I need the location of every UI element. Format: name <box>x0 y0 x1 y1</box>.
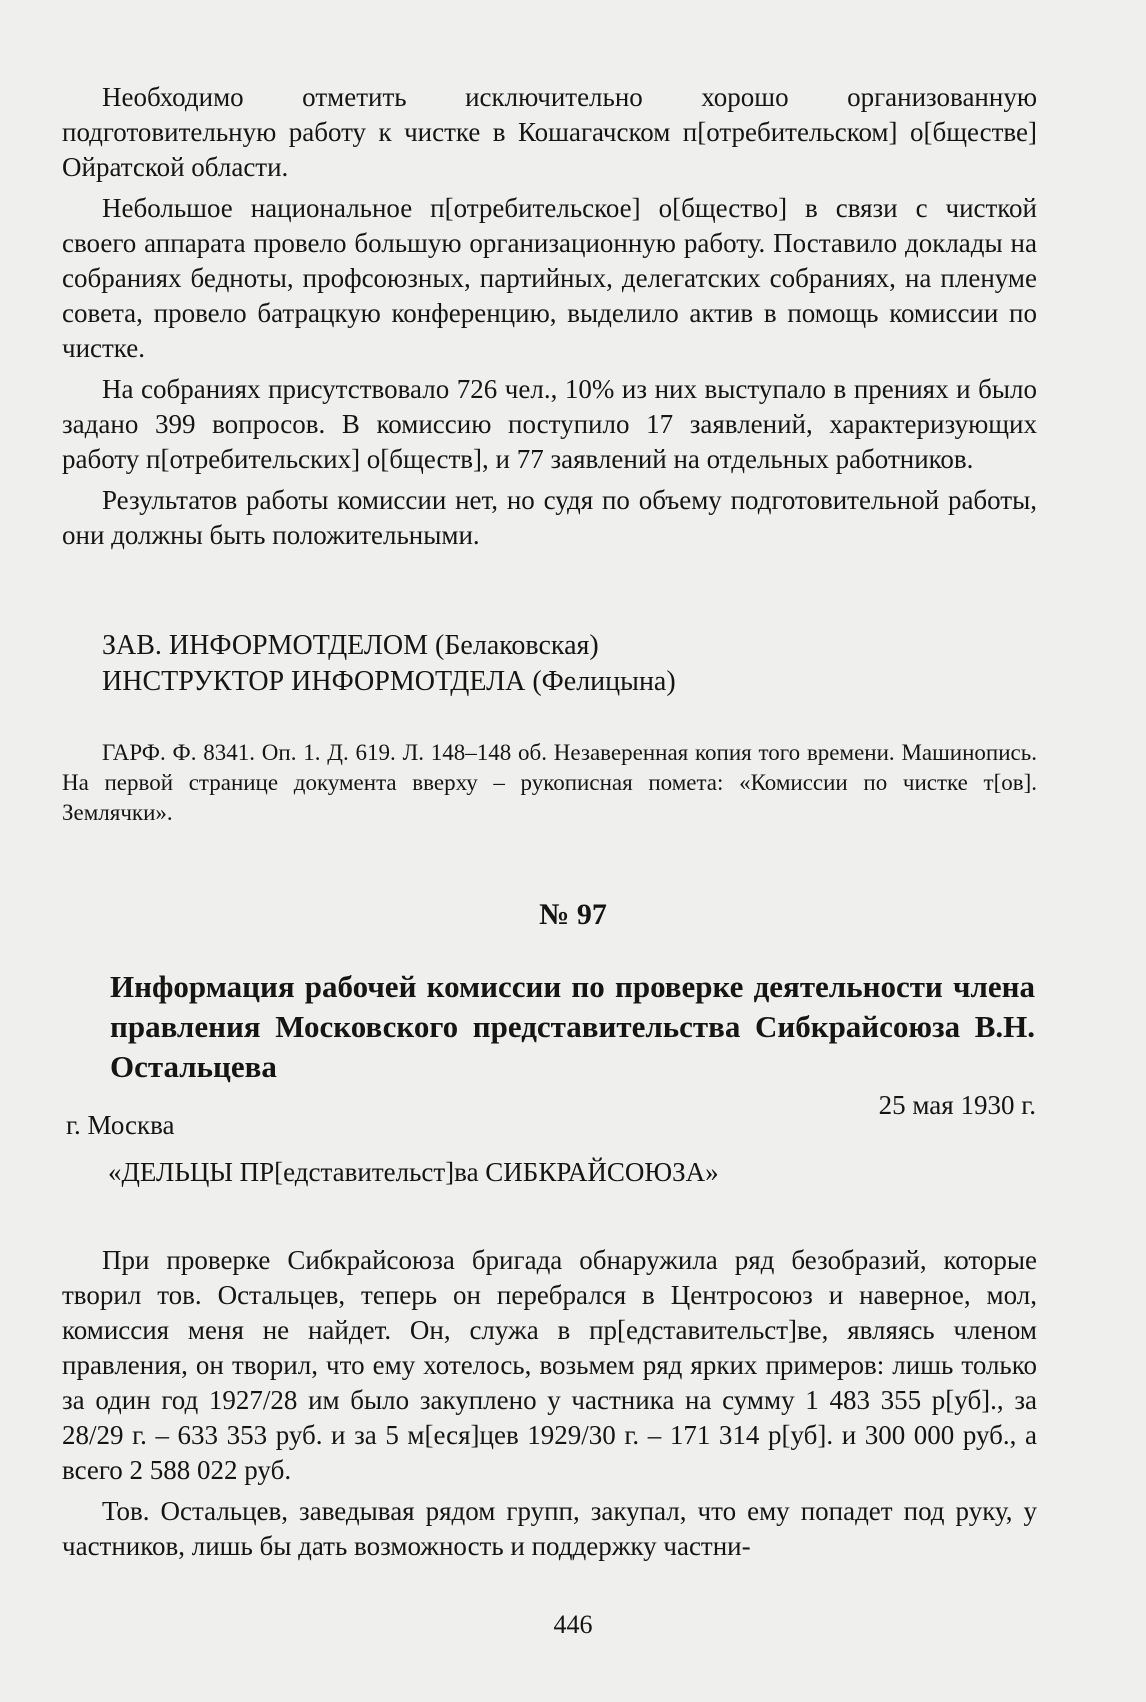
paragraph: Результатов работы комиссии нет, но судя по объему подготовительной работы, они должны быть положительными. <box>62 485 1037 550</box>
paragraph: Небольшое национальное п[отребительское] о[бщество] в связи с чисткой своего аппарата провело большую организационную работу. Поставило доклады на собраниях бедноты, профсоюзных, партийных, делегатских собраниях, на пленуме совета, провело батрацкую конференцию, выделило актив в помощь комиссии по чистке. <box>62 193 1037 363</box>
document-heading: «ДЕЛЬЦЫ ПР[едставительст]ва СИБКРАЙСОЮЗА» <box>108 1157 719 1187</box>
document-date: 25 мая 1930 г. <box>878 1090 1036 1120</box>
page-number: 446 <box>553 1610 593 1639</box>
bottom-text-block <box>62 1243 1037 1564</box>
signature-block <box>62 628 1037 700</box>
archive-source-note <box>62 738 1037 828</box>
document-number: № 97 <box>539 898 607 931</box>
document-title: Информация рабочей комиссии по проверке деятельности члена правления Московского представительства Сибкрайсоюза В.Н. Остальцева <box>110 969 1035 1084</box>
paragraph: На собраниях присутствовало 726 чел., 10% из них выступало в прениях и было задано 399 вопросов. В комиссию поступило 17 заявлений, характеризующих работу п[отребительских] о[бществ], и 77 заявлений на отдельных работников. <box>62 374 1037 474</box>
top-text-block <box>62 80 1037 553</box>
paragraph: При проверке Сибкрайсоюза бригада обнаружила ряд безобразий, которые творил тов. Остальцев, теперь он перебрался в Центросоюз и наверное, мол, комиссия меня не найдет. Он, служа в пр[едставительст]ве, являясь членом правления, он творил, что ему хотелось, возьмем ряд ярких примеров: лишь только за один год 1927/28 им было закуплено у частника на сумму 1 483 355 р[уб]., за 28/29 г. – 633 353 руб. и за 5 м[еся]цев 1929/30 г. – 171 314 р[уб]. и 300 000 руб., а всего 2 588 022 руб. <box>62 1245 1037 1485</box>
signature-line: ЗАВ. ИНФОРМОТДЕЛОМ (Белаковская) <box>102 630 599 661</box>
signature-line: ИНСТРУКТОР ИНФОРМОТДЕЛА (Фелицына) <box>102 666 676 697</box>
document-title-block <box>110 967 1035 1087</box>
paragraph: Тов. Остальцев, заведывая рядом групп, закупал, что ему попадет под руку, у частников, лишь бы дать возможность и поддержку частни- <box>62 1496 1037 1561</box>
source-note: ГАРФ. Ф. 8341. Оп. 1. Д. 619. Л. 148–148 об. Незаверенная копия того времени. Машинопись. На первой странице документа вверху – рукописная помета: «Комиссии по чистке т[ов]. Землячки». <box>62 740 1037 825</box>
document-place: г. Москва <box>66 1110 175 1140</box>
paragraph: Необходимо отметить исключительно хорошо организованную подготовительную работу к чистке в Кошагачском п[отребительском] о[бществе] Ойратской области. <box>62 82 1037 182</box>
